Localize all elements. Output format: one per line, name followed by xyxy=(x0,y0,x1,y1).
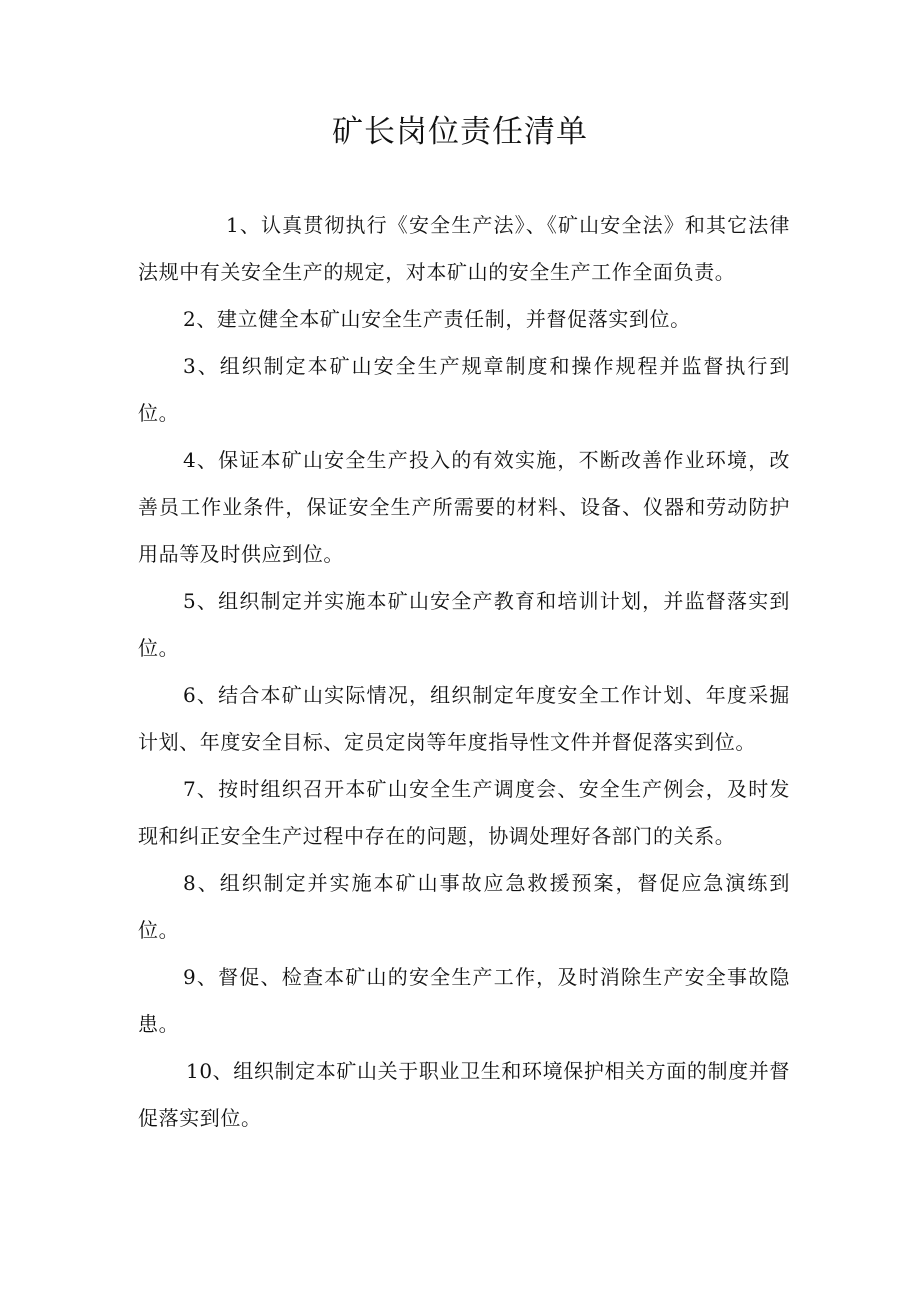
list-item: 1、认真贯彻执行《安全生产法》、《矿山安全法》和其它法律法规中有关安全生产的规定，对本矿山的安全生产工作全面负责。 xyxy=(138,213,790,284)
list-item: 3、组织制定本矿山安全生产规章制度和操作规程并监督执行到位。 xyxy=(138,354,790,425)
list-item: 2、建立健全本矿山安全生产责任制，并督促落实到位。 xyxy=(183,307,691,331)
list-item: 6、结合本矿山实际情况，组织制定年度安全工作计划、年度采掘计划、年度安全目标、定员定岗等年度指导性文件并督促落实到位。 xyxy=(138,683,790,754)
list-item: 4、保证本矿山安全生产投入的有效实施，不断改善作业环境，改善员工作业条件，保证安全生产所需要的材料、设备、仪器和劳动防护用品等及时供应到位。 xyxy=(138,448,790,566)
list-item: 10、组织制定本矿山关于职业卫生和环境保护相关方面的制度并督促落实到位。 xyxy=(138,1059,790,1130)
responsibility-list xyxy=(138,202,790,1142)
list-item: 7、按时组织召开本矿山安全生产调度会、安全生产例会，及时发现和纠正安全生产过程中存在的问题，协调处理好各部门的关系。 xyxy=(138,777,790,848)
document-title: 矿长岗位责任清单 xyxy=(332,114,588,150)
list-item: 8、组织制定并实施本矿山事故应急救援预案，督促应急演练到位。 xyxy=(138,871,790,942)
list-item: 5、组织制定并实施本矿山安全产教育和培训计划，并监督落实到位。 xyxy=(138,589,790,660)
list-item: 9、督促、检查本矿山的安全生产工作，及时消除生产安全事故隐患。 xyxy=(138,965,790,1036)
